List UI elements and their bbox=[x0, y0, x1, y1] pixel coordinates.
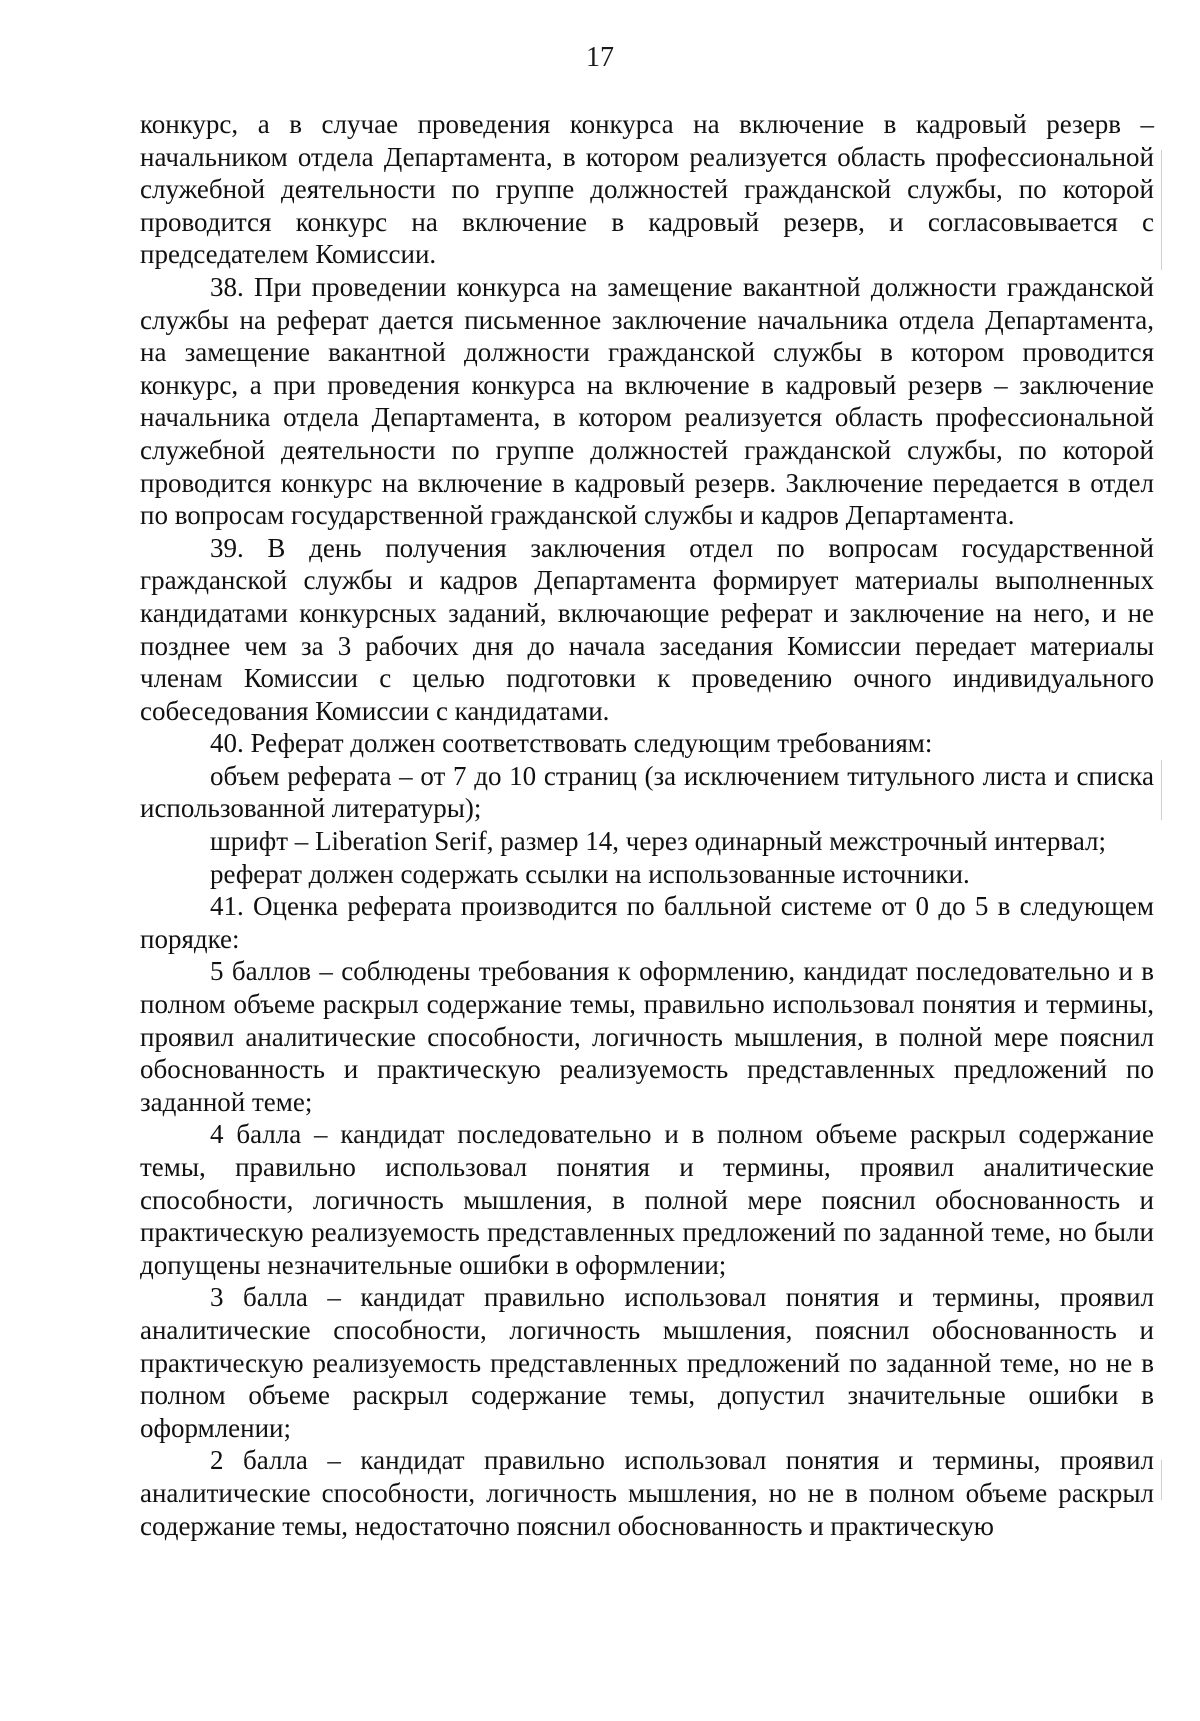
scan-artifact-line bbox=[1161, 150, 1162, 270]
scan-artifact-line bbox=[1161, 760, 1162, 820]
paragraph-40: 40. Реферат должен соответствовать следующим требованиям: bbox=[210, 728, 933, 759]
paragraph-41-score-4: 4 балла – кандидат последовательно и в полном объеме раскрыл содержание темы, правильно использовал понятия и термины, проявил аналитические способности, логичность мышления, в полной мере пояснил обоснованность и практическую реализуемость представленных предложений по заданной теме, но были допущены незначительные ошибки в оформлении; bbox=[140, 1119, 1154, 1280]
paragraph-39: 39. В день получения заключения отдел по вопросам государственной гражданской службы и кадров Департамента формирует материалы выполненных кандидатами конкурсных заданий, включающие реферат и заключение на него, и не позднее чем за 3 рабочих дня до начала заседания Комиссии передает материалы членам Комиссии с целью подготовки к проведению очного индивидуального собеседования Комиссии с кандидатами. bbox=[140, 532, 1154, 726]
paragraph-41: 41. Оценка реферата производится по балльной системе от 0 до 5 в следующем порядке: bbox=[140, 891, 1154, 954]
paragraph-40-volume: объем реферата – от 7 до 10 страниц (за исключением титульного листа и списка использованной литературы); bbox=[140, 760, 1154, 824]
paragraph-41-score-3: 3 балла – кандидат правильно использовал понятия и термины, проявил аналитические способности, логичность мышления, пояснил обоснованность и практическую реализуемость представленных предложений по заданной теме, но не в полном объеме раскрыл содержание темы, допустил значительные ошибки в оформлении; bbox=[140, 1282, 1154, 1443]
paragraph-40-font: шрифт – Liberation Serif, размер 14, через одинарный межстрочный интервал; bbox=[210, 826, 1107, 857]
body-text bbox=[140, 108, 1154, 1542]
paragraph-41-score-5: 5 баллов – соблюдены требования к оформлению, кандидат последовательно и в полном объеме раскрыл содержание темы, правильно использовал понятия и термины, проявил аналитические способности, логичность мышления, в полной мере пояснил обоснованность и практическую реализуемость представленных предложений по заданной теме; bbox=[140, 956, 1154, 1117]
scan-artifact-line bbox=[1161, 1460, 1162, 1500]
page-number: 17 bbox=[586, 42, 614, 73]
paragraph-38: 38. При проведении конкурса на замещение вакантной должности гражданской службы на реферат дается письменное заключение начальника отдела Департамента, на замещение вакантной должности гражданской службы в котором проводится конкурс, а при проведения конкурса на включение в кадровый резерв – заключение начальника отдела Департамента, в котором реализуется область профессиональной служебной деятельности по группе должностей гражданской службы, по которой проводится конкурс на включение в кадровый резерв. Заключение передается в отдел по вопросам государственной гражданской службы и кадров Департамента. bbox=[140, 271, 1154, 531]
paragraph-40-references: реферат должен содержать ссылки на использованные источники. bbox=[210, 858, 970, 889]
paragraph-continuation: конкурс, а в случае проведения конкурса на включение в кадровый резерв – начальником отдела Департамента, в котором реализуется область профессиональной служебной деятельности по группе должностей гражданской службы, по которой проводится конкурс на включение в кадровый резерв, и согласовывается с председателем Комиссии. bbox=[140, 109, 1154, 270]
paragraph-41-score-2: 2 балла – кандидат правильно использовал понятия и термины, проявил аналитические способности, логичность мышления, но не в полном объеме раскрыл содержание темы, недостаточно пояснил обоснованность и практическую bbox=[140, 1445, 1154, 1541]
